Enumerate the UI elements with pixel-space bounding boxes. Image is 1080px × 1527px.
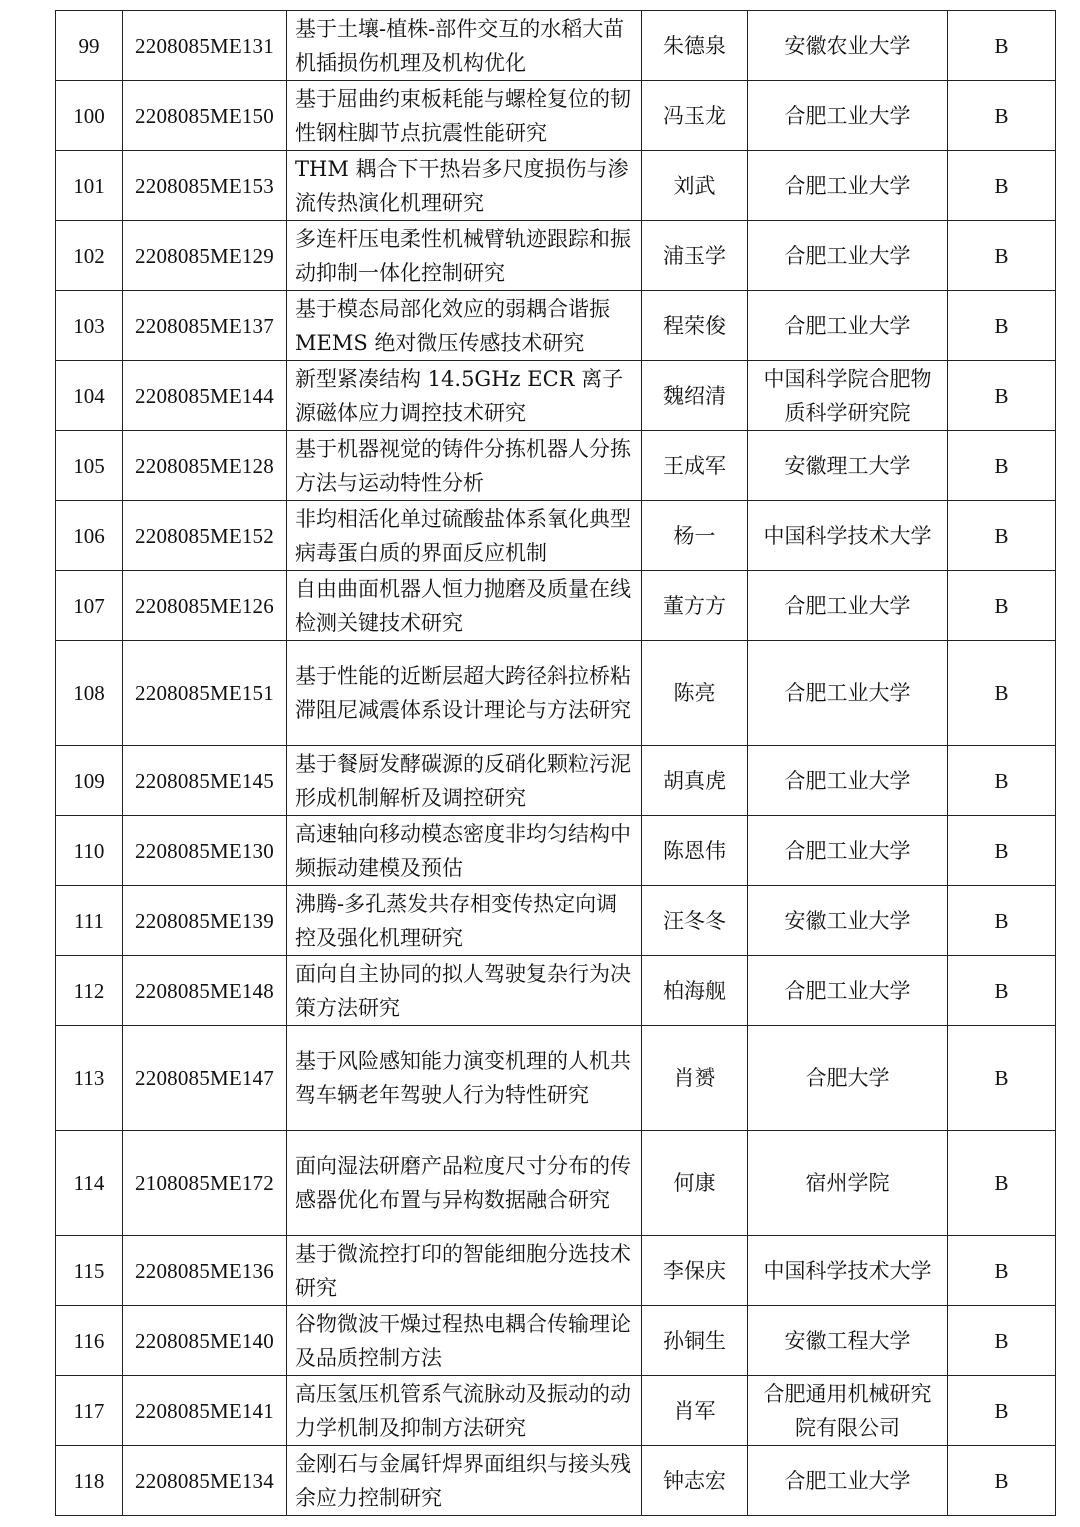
institution: 中国科学技术大学 [748, 501, 948, 571]
row-number: 114 [56, 1131, 123, 1236]
grade: B [948, 1376, 1056, 1446]
row-number: 118 [56, 1446, 123, 1516]
project-code: 2208085ME140 [123, 1306, 287, 1376]
institution: 合肥工业大学 [748, 746, 948, 816]
grade: B [948, 816, 1056, 886]
institution: 安徽农业大学 [748, 11, 948, 81]
grade: B [948, 501, 1056, 571]
table-row [56, 1376, 1056, 1446]
row-number: 116 [56, 1306, 123, 1376]
principal-investigator: 魏绍清 [642, 361, 748, 431]
project-title: 面向湿法研磨产品粒度尺寸分布的传感器优化布置与异构数据融合研究 [287, 1131, 642, 1236]
institution: 合肥工业大学 [748, 1446, 948, 1516]
institution: 合肥工业大学 [748, 151, 948, 221]
principal-investigator: 陈恩伟 [642, 816, 748, 886]
grade: B [948, 81, 1056, 151]
project-code: 2208085ME126 [123, 571, 287, 641]
table-row [56, 816, 1056, 886]
institution: 合肥工业大学 [748, 956, 948, 1026]
project-code: 2208085ME134 [123, 1446, 287, 1516]
project-title: THM 耦合下干热岩多尺度损伤与渗流传热演化机理研究 [287, 151, 642, 221]
project-title: 基于风险感知能力演变机理的人机共驾车辆老年驾驶人行为特性研究 [287, 1026, 642, 1131]
institution: 中国科学技术大学 [748, 1236, 948, 1306]
grade: B [948, 746, 1056, 816]
project-title: 自由曲面机器人恒力抛磨及质量在线检测关键技术研究 [287, 571, 642, 641]
project-title: 基于机器视觉的铸件分拣机器人分拣方法与运动特性分析 [287, 431, 642, 501]
project-code: 2208085ME150 [123, 81, 287, 151]
grade: B [948, 956, 1056, 1026]
project-title: 基于模态局部化效应的弱耦合谐振 MEMS 绝对微压传感技术研究 [287, 291, 642, 361]
project-title: 金刚石与金属钎焊界面组织与接头残余应力控制研究 [287, 1446, 642, 1516]
table-row [56, 11, 1056, 81]
project-code: 2208085ME128 [123, 431, 287, 501]
principal-investigator: 胡真虎 [642, 746, 748, 816]
row-number: 108 [56, 641, 123, 746]
row-number: 113 [56, 1026, 123, 1131]
project-code: 2208085ME147 [123, 1026, 287, 1131]
project-title: 基于微流控打印的智能细胞分选技术研究 [287, 1236, 642, 1306]
project-title: 面向自主协同的拟人驾驶复杂行为决策方法研究 [287, 956, 642, 1026]
table-row [56, 746, 1056, 816]
project-code: 2208085ME145 [123, 746, 287, 816]
project-code: 2208085ME139 [123, 886, 287, 956]
table-row [56, 1306, 1056, 1376]
table-row [56, 1446, 1056, 1516]
institution: 安徽工业大学 [748, 886, 948, 956]
project-title: 高速轴向移动模态密度非均匀结构中频振动建模及预估 [287, 816, 642, 886]
row-number: 100 [56, 81, 123, 151]
table-row [56, 956, 1056, 1026]
table-row [56, 81, 1056, 151]
grade: B [948, 886, 1056, 956]
row-number: 103 [56, 291, 123, 361]
principal-investigator: 董方方 [642, 571, 748, 641]
project-code: 2108085ME172 [123, 1131, 287, 1236]
project-title: 基于土壤-植株-部件交互的水稻大苗机插损伤机理及机构优化 [287, 11, 642, 81]
institution: 合肥大学 [748, 1026, 948, 1131]
institution: 合肥工业大学 [748, 641, 948, 746]
project-code: 2208085ME144 [123, 361, 287, 431]
table-row [56, 291, 1056, 361]
grade: B [948, 431, 1056, 501]
table-row [56, 886, 1056, 956]
grade: B [948, 221, 1056, 291]
project-table [55, 10, 1056, 1516]
project-title: 基于餐厨发酵碳源的反硝化颗粒污泥形成机制解析及调控研究 [287, 746, 642, 816]
principal-investigator: 陈亮 [642, 641, 748, 746]
table-row [56, 221, 1056, 291]
project-title: 谷物微波干燥过程热电耦合传输理论及品质控制方法 [287, 1306, 642, 1376]
table-row [56, 1236, 1056, 1306]
principal-investigator: 刘武 [642, 151, 748, 221]
institution: 合肥工业大学 [748, 816, 948, 886]
grade: B [948, 1026, 1056, 1131]
project-code: 2208085ME129 [123, 221, 287, 291]
table-row [56, 571, 1056, 641]
project-code: 2208085ME131 [123, 11, 287, 81]
table-row [56, 641, 1056, 746]
grade: B [948, 1236, 1056, 1306]
principal-investigator: 李保庆 [642, 1236, 748, 1306]
institution: 合肥工业大学 [748, 81, 948, 151]
grade: B [948, 291, 1056, 361]
institution: 合肥工业大学 [748, 291, 948, 361]
project-code: 2208085ME152 [123, 501, 287, 571]
principal-investigator: 杨一 [642, 501, 748, 571]
row-number: 107 [56, 571, 123, 641]
principal-investigator: 柏海舰 [642, 956, 748, 1026]
project-title: 基于屈曲约束板耗能与螺栓复位的韧性钢柱脚节点抗震性能研究 [287, 81, 642, 151]
project-code: 2208085ME130 [123, 816, 287, 886]
grade: B [948, 361, 1056, 431]
principal-investigator: 程荣俊 [642, 291, 748, 361]
institution: 宿州学院 [748, 1131, 948, 1236]
institution: 合肥工业大学 [748, 221, 948, 291]
project-table-container [55, 10, 1026, 1516]
principal-investigator: 何康 [642, 1131, 748, 1236]
project-code: 2208085ME141 [123, 1376, 287, 1446]
principal-investigator: 王成军 [642, 431, 748, 501]
row-number: 112 [56, 956, 123, 1026]
principal-investigator: 孙铜生 [642, 1306, 748, 1376]
row-number: 106 [56, 501, 123, 571]
principal-investigator: 汪冬冬 [642, 886, 748, 956]
grade: B [948, 151, 1056, 221]
project-title: 高压氢压机管系气流脉动及振动的动力学机制及抑制方法研究 [287, 1376, 642, 1446]
table-row [56, 431, 1056, 501]
principal-investigator: 冯玉龙 [642, 81, 748, 151]
grade: B [948, 641, 1056, 746]
project-code: 2208085ME136 [123, 1236, 287, 1306]
project-code: 2208085ME148 [123, 956, 287, 1026]
table-row [56, 361, 1056, 431]
principal-investigator: 钟志宏 [642, 1446, 748, 1516]
institution: 安徽理工大学 [748, 431, 948, 501]
project-code: 2208085ME153 [123, 151, 287, 221]
row-number: 111 [56, 886, 123, 956]
row-number: 117 [56, 1376, 123, 1446]
grade: B [948, 1306, 1056, 1376]
project-title: 非均相活化单过硫酸盐体系氧化典型病毒蛋白质的界面反应机制 [287, 501, 642, 571]
table-row [56, 1026, 1056, 1131]
row-number: 105 [56, 431, 123, 501]
institution: 中国科学院合肥物质科学研究院 [748, 361, 948, 431]
project-title: 沸腾-多孔蒸发共存相变传热定向调控及强化机理研究 [287, 886, 642, 956]
project-code: 2208085ME137 [123, 291, 287, 361]
row-number: 99 [56, 11, 123, 81]
project-table-body [56, 11, 1056, 1516]
grade: B [948, 11, 1056, 81]
project-title: 新型紧凑结构 14.5GHz ECR 离子源磁体应力调控技术研究 [287, 361, 642, 431]
project-code: 2208085ME151 [123, 641, 287, 746]
grade: B [948, 1446, 1056, 1516]
table-row [56, 151, 1056, 221]
principal-investigator: 朱德泉 [642, 11, 748, 81]
project-title: 多连杆压电柔性机械臂轨迹跟踪和振动抑制一体化控制研究 [287, 221, 642, 291]
grade: B [948, 571, 1056, 641]
table-row [56, 1131, 1056, 1236]
project-title: 基于性能的近断层超大跨径斜拉桥粘滞阻尼减震体系设计理论与方法研究 [287, 641, 642, 746]
institution: 安徽工程大学 [748, 1306, 948, 1376]
institution: 合肥工业大学 [748, 571, 948, 641]
row-number: 101 [56, 151, 123, 221]
row-number: 109 [56, 746, 123, 816]
principal-investigator: 肖赟 [642, 1026, 748, 1131]
principal-investigator: 浦玉学 [642, 221, 748, 291]
row-number: 110 [56, 816, 123, 886]
row-number: 115 [56, 1236, 123, 1306]
principal-investigator: 肖军 [642, 1376, 748, 1446]
table-row [56, 501, 1056, 571]
institution: 合肥通用机械研究院有限公司 [748, 1376, 948, 1446]
grade: B [948, 1131, 1056, 1236]
row-number: 104 [56, 361, 123, 431]
row-number: 102 [56, 221, 123, 291]
